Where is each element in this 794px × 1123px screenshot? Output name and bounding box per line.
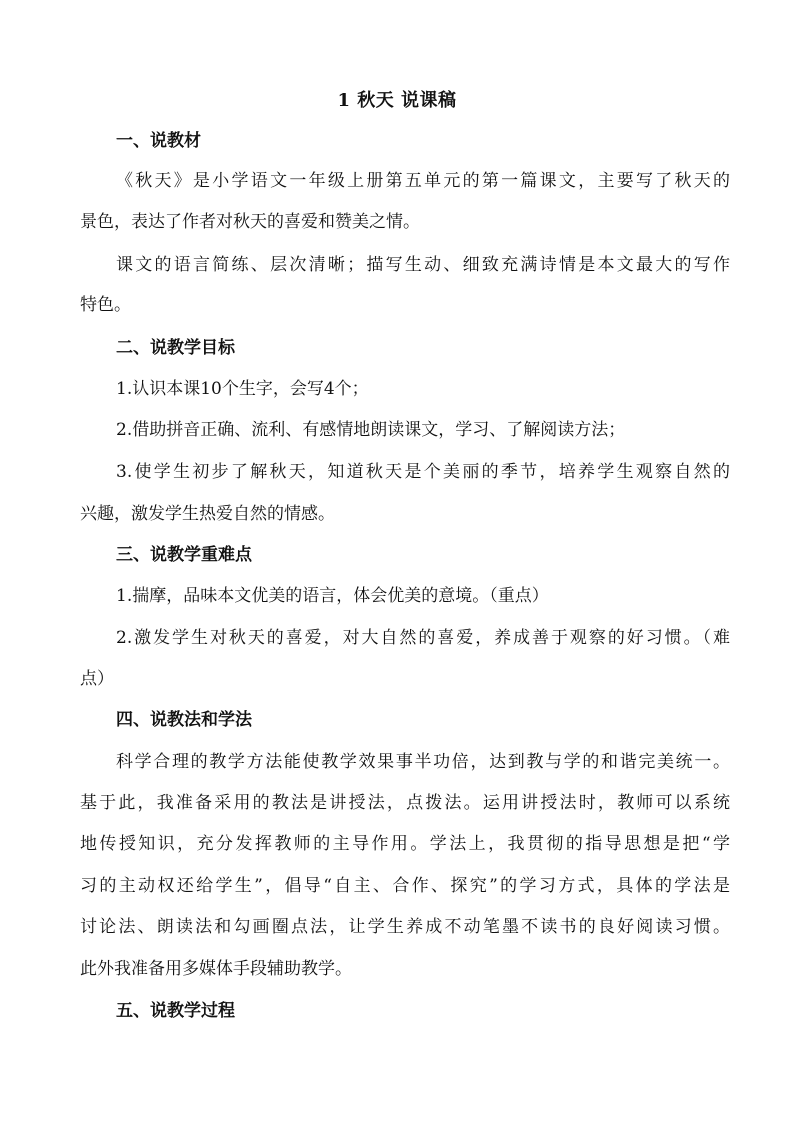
paragraph-line: 基于此，我准备采用的教法是讲授法，点拨法。运用讲授法时，教师可以系统 — [80, 793, 730, 813]
paragraph-line: 课文的语言简练、层次清晰；描写生动、细致充满诗情是本文最大的写作 — [116, 255, 730, 275]
paragraph-line: 兴趣，激发学生热爱自然的情感。 — [80, 504, 335, 524]
section-heading-5: 五、说教学过程 — [116, 1001, 235, 1021]
paragraph-line: 讨论法、朗读法和勾画圈点法，让学生养成不动笔墨不读书的良好阅读习惯。 — [80, 917, 730, 937]
paragraph-line: 《秋天》是小学语文一年级上册第五单元的第一篇课文，主要写了秋天的 — [116, 171, 730, 191]
document-title: 1 秋天 说课稿 — [337, 90, 457, 111]
paragraph-line: 特色。 — [80, 295, 131, 315]
paragraph-line: 点） — [80, 669, 114, 689]
paragraph-line: 景色，表达了作者对秋天的喜爱和赞美之情。 — [80, 212, 420, 232]
paragraph-line: 科学合理的教学方法能使教学效果事半功倍，达到教与学的和谐完美统一。 — [116, 752, 730, 772]
paragraph-line: 1.揣摩，品味本文优美的语言，体会优美的意境。（重点） — [116, 586, 549, 606]
section-heading-1: 一、说教材 — [116, 131, 201, 151]
paragraph-line: 此外我准备用多媒体手段辅助教学。 — [80, 959, 352, 979]
section-heading-4: 四、说教法和学法 — [116, 710, 252, 730]
section-heading-2: 二、说教学目标 — [116, 338, 235, 358]
section-heading-3: 三、说教学重难点 — [116, 545, 252, 565]
paragraph-line: 地传授知识，充分发挥教师的主导作用。学法上，我贯彻的指导思想是把“学 — [80, 834, 730, 854]
paragraph-line: 2.借助拼音正确、流利、有感情地朗读课文，学习、了解阅读方法； — [116, 420, 626, 440]
paragraph-line: 2.激发学生对秋天的喜爱，对大自然的喜爱，养成善于观察的好习惯。（难 — [116, 628, 730, 648]
paragraph-line: 习的主动权还给学生”，倡导“自主、合作、探究”的学习方式，具体的学法是 — [80, 876, 730, 896]
paragraph-line: 3.使学生初步了解秋天，知道秋天是个美丽的季节，培养学生观察自然的 — [116, 462, 730, 482]
paragraph-line: 1.认识本课10个生字，会写4个； — [116, 379, 369, 399]
